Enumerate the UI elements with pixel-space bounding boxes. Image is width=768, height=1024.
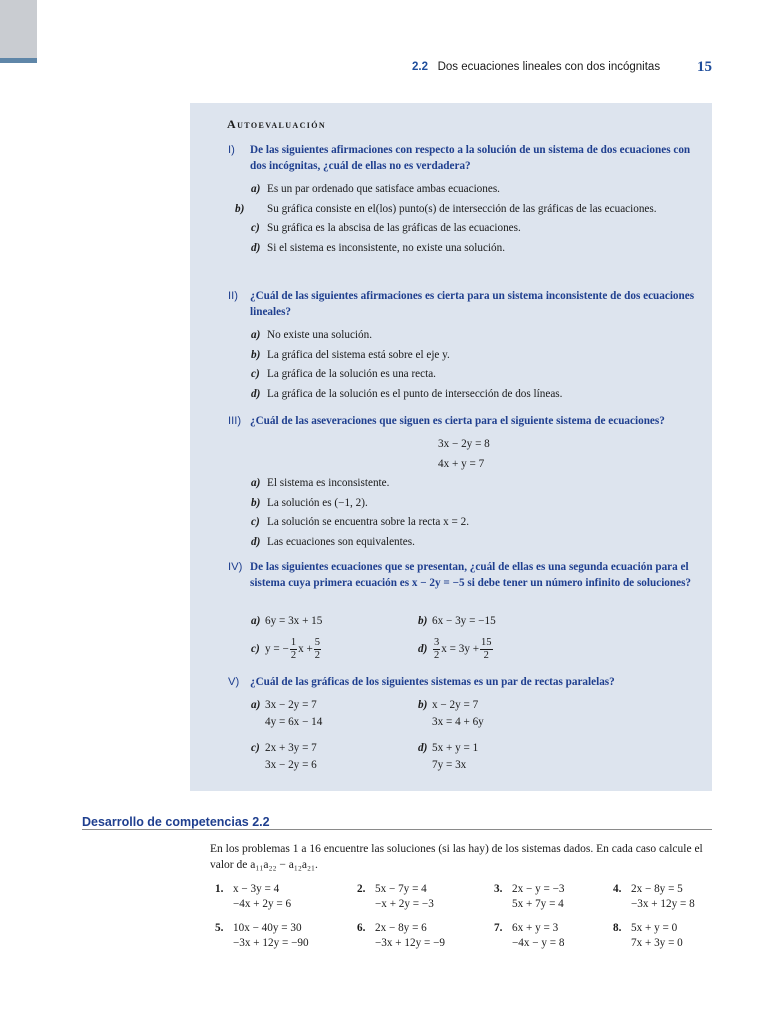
option: c) y = − $\frac{1}{2}$ x + $\frac{5}{2}$ — [251, 637, 321, 661]
option: d) Las ecuaciones son equivalentes. — [251, 535, 415, 548]
option: a) 3x − 2y = 7 4y = 6x − 14 — [251, 699, 323, 728]
question-5: V) ¿Cuál de las gráficas de los siguientes sistemas es un par de rectas paralelas? — [228, 676, 615, 688]
option: b) La gráfica del sistema está sobre el eje y. — [251, 348, 450, 361]
page-corner-accent — [0, 58, 37, 63]
system-equation: 3x − 2y = 8 — [438, 438, 490, 450]
fraction: $\frac{5}{2}$ — [314, 637, 321, 661]
problem: 1. x − 3y = 4 −4x + 2y = 6 — [215, 883, 292, 910]
option: a) El sistema es inconsistente. — [251, 477, 390, 489]
q3-options — [251, 476, 701, 550]
fraction: $\frac{3}{2}$ — [434, 637, 440, 661]
option: d) La gráfica de la solución es el punto de intersección de dos líneas. — [251, 387, 563, 400]
option: d) $\frac{3}{2}$ x = 3y + $\frac{15}{2}$ — [418, 637, 492, 661]
problem: 6. 2x − 8y = 6 −3x + 12y = −9 — [357, 922, 445, 949]
problem: 5. 10x − 40y = 30 −3x + 12y = −90 — [215, 922, 309, 949]
option: a) Es un par ordenado que satisface ambas ecuaciones. — [251, 183, 500, 195]
competencies-intro: En los problemas 1 a 16 encuentre las soluciones (si las hay) de los sistemas dados. En cada caso calcule el valor de a₁₁a₂₂ − a₁₂a₂₁. — [210, 843, 703, 871]
problem: 3. 2x − y = −3 5x + 7y = 4 — [494, 883, 565, 910]
question-3: III) ¿Cuál de las aseveraciones que siguen es cierta para el siguiente sistema de ecuaciones? — [228, 415, 665, 427]
page-corner-tab — [0, 0, 37, 58]
problem: 8. 5x + y = 0 7x + 3y = 0 — [613, 922, 683, 949]
option: c) 2x + 3y = 7 3x − 2y = 6 — [251, 742, 317, 771]
page-number: 15 — [697, 59, 712, 75]
option: d) 5x + y = 1 7y = 3x — [418, 742, 479, 771]
section-number: 2.2 — [412, 61, 428, 73]
competencies-title: Desarrollo de competencias 2.2 — [82, 815, 270, 829]
option: b) Su gráfica consiste en el(los) punto(s) de intersección de las gráficas de las ecuaciones. — [235, 202, 657, 215]
problem: 2. 5x − 7y = 4 −x + 2y = −3 — [357, 883, 434, 910]
section-title: Dos ecuaciones lineales con dos incógnitas — [437, 61, 661, 73]
question-1: I) De las siguientes afirmaciones con respecto a la solución de un sistema de dos ecuaciones con dos incógnitas, ¿cuál de ellas no es verdadera? — [228, 144, 691, 172]
problem: 4. 2x − 8y = 5 −3x + 12y = 8 — [613, 883, 695, 910]
problem: 7. 6x + y = 3 −4x − y = 8 — [494, 922, 565, 949]
running-header — [412, 61, 660, 73]
system-equation: 4x + y = 7 — [438, 458, 485, 470]
q1-options — [235, 182, 701, 256]
self-evaluation-title: Autoevaluación — [227, 117, 327, 131]
option: c) La gráfica de la solución es una recta. — [251, 368, 436, 380]
option: a) 6y = 3x + 15 — [251, 615, 323, 627]
question-2: II) ¿Cuál de las siguientes afirmaciones es cierta para un sistema inconsistente de dos ecuaciones lineales? — [228, 290, 695, 318]
divider — [82, 829, 712, 830]
option: c) Su gráfica es la abscisa de las gráficas de las ecuaciones. — [251, 222, 521, 234]
option: a) No existe una solución. — [251, 329, 373, 341]
option: b) 6x − 3y = −15 — [418, 615, 496, 627]
option: b) x − 2y = 7 3x = 4 + 6y — [418, 699, 484, 728]
fraction: $\frac{1}{2}$ — [290, 637, 297, 661]
option: c) La solución se encuentra sobre la recta x = 2. — [251, 516, 470, 528]
option: b) La solución es (−1, 2). — [251, 496, 368, 509]
question-4: IV) De las siguientes ecuaciones que se presentan, ¿cuál de ellas es una segunda ecuación para el sistema cuya primera ecuación es x − 2y = −5 si debe tener un número infinito de soluciones? — [228, 561, 692, 589]
option: d) Si el sistema es inconsistente, no existe una solución. — [251, 241, 506, 254]
fraction: $\frac{15}{2}$ — [481, 637, 492, 661]
q2-options — [251, 328, 701, 402]
